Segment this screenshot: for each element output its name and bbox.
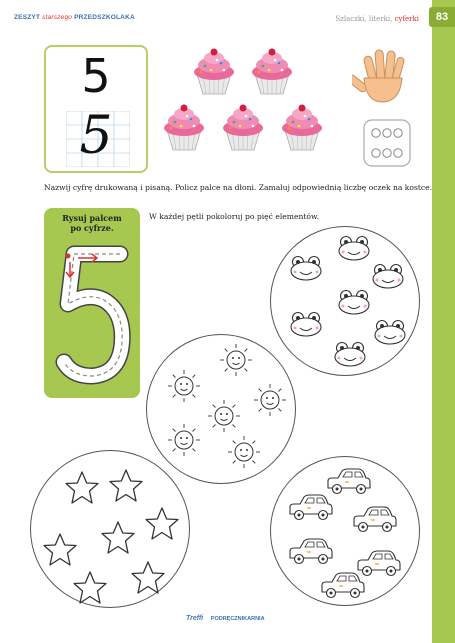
dice-outline [362, 118, 412, 168]
digit-card [44, 45, 148, 173]
page-number: 83 [429, 7, 455, 27]
start-dot-icon [66, 254, 71, 259]
series-title-part: starszego [42, 14, 75, 21]
sun [254, 384, 286, 416]
frog [375, 321, 405, 345]
footer-brand: Treffi [186, 615, 204, 622]
frog [335, 343, 365, 367]
star [66, 472, 98, 503]
trace-digit-five[interactable] [44, 236, 140, 392]
book-subtitle-plain: Szlaczki, literki, [335, 15, 395, 23]
sun [228, 436, 260, 468]
cupcake [164, 105, 204, 151]
sun [208, 400, 240, 432]
star [74, 572, 106, 603]
car [290, 495, 332, 520]
star [146, 508, 178, 539]
series-title-part: PRZEDSZKOLAKA [74, 14, 135, 21]
book-subtitle [335, 15, 419, 23]
series-title [14, 14, 135, 21]
cupcake [194, 49, 234, 95]
car [322, 573, 364, 598]
cupcake [223, 105, 263, 151]
frog [339, 237, 369, 261]
star [102, 522, 134, 553]
cupcake [282, 105, 322, 151]
instruction-top: Nazwij cyfrę drukowaną i pisaną. Policz palce na dłoni. Zamaluj odpowiednią liczbę oczek na kostce. [44, 183, 433, 192]
sun [220, 344, 252, 376]
trace-card-title [44, 213, 140, 233]
car [328, 469, 370, 494]
car-shapes [270, 456, 420, 606]
series-title-part: ZESZYT [14, 14, 43, 21]
hand-illustration [352, 48, 416, 106]
star [132, 562, 164, 593]
frog [291, 257, 321, 281]
frog [373, 265, 403, 289]
written-digit: 5 [79, 106, 113, 166]
side-stripe [432, 0, 455, 643]
trace-title-line: Rysuj palcem [62, 213, 122, 223]
sun [168, 370, 200, 402]
cupcakes-illustration [155, 44, 345, 156]
cupcake [252, 49, 292, 95]
car [358, 551, 400, 576]
car [354, 507, 396, 532]
car [290, 539, 332, 564]
frog [339, 291, 369, 315]
book-subtitle-accent: cyferki [394, 15, 419, 23]
footer-publisher: PODRĘCZNIKARNIA [210, 616, 265, 622]
instruction-loops: W każdej pętli pokoloruj po pięć elementów. [149, 212, 319, 221]
trace-title-line: po cyfrze. [70, 223, 114, 233]
footer-logos [186, 615, 265, 622]
printed-digit: 5 [81, 49, 111, 103]
star-shapes [30, 450, 190, 608]
star [110, 470, 142, 501]
star [44, 534, 76, 565]
frog [291, 313, 321, 337]
